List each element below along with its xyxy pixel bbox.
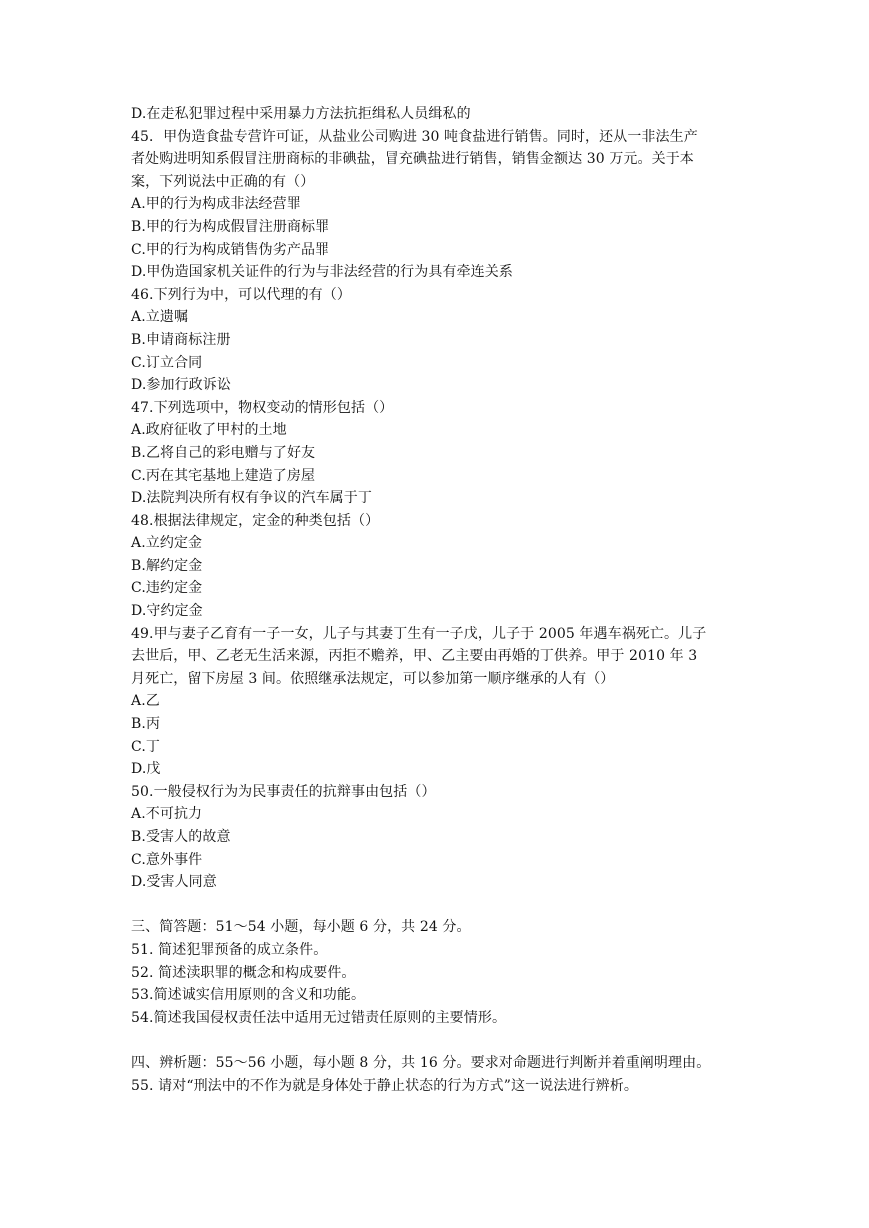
text-line: 案，下列说法中正确的有（） (131, 173, 315, 190)
text-line: B.甲的行为构成假冒注册商标罪 (131, 218, 330, 235)
text-line: 45．甲伪造食盐专营许可证，从盐业公司购进 30 吨食盐进行销售。同时，还从一非法生产 (131, 128, 698, 145)
text-line: D.戊 (131, 761, 161, 778)
text-line: 54.简述我国侵权责任法中适用无过错责任原则的主要情形。 (131, 1009, 507, 1026)
text-line: 四、辨析题：55～56 小题，每小题 8 分，共 16 分。要求对命题进行判断并着重阐明理由。 (131, 1054, 711, 1071)
text-line: C.违约定金 (131, 580, 203, 597)
text-line: 月死亡，留下房屋 3 间。依照继承法规定，可以参加第一顺序继承的人有（） (131, 670, 615, 687)
text-line: 53.简述诚实信用原则的含义和功能。 (131, 987, 366, 1004)
text-line: D.守约定金 (131, 603, 203, 620)
blank-line (131, 894, 751, 917)
blank-line (131, 1029, 751, 1052)
text-line: B.受害人的故意 (131, 829, 231, 845)
text-line: C.丁 (131, 738, 160, 755)
text-line: A.政府征收了甲村的土地 (131, 422, 287, 439)
text-line: A.不可抗力 (131, 806, 203, 823)
document-page (131, 103, 751, 1097)
text-line: B.丙 (131, 716, 161, 733)
text-line: 47.下列选项中，物权变动的情形包括（） (131, 399, 394, 416)
text-line: D.受害人同意 (131, 874, 217, 891)
text-line: D.法院判决所有权有争议的汽车属于丁 (131, 490, 372, 507)
text-line: D.甲伪造国家机关证件的行为与非法经营的行为具有牵连关系 (131, 264, 513, 281)
text-line: 52. 简述渎职罪的概念和构成要件。 (131, 964, 356, 981)
text-line: D.在走私犯罪过程中采用暴力方法抗拒缉私人员缉私的 (131, 106, 471, 122)
text-line: 46.下列行为中，可以代理的有（） (131, 286, 351, 303)
text-line: 50.一般侵权行为为民事责任的抗辩事由包括（） (131, 783, 436, 800)
text-line: B.乙将自己的彩电赠与了好友 (131, 444, 316, 461)
text-line: A.立遗嘱 (131, 309, 189, 326)
text-line: 55. 请对“刑法中的不作为就是身体处于静止状态的行为方式”这一说法进行辨析。 (131, 1077, 638, 1094)
text-line: C.甲的行为构成销售伪劣产品罪 (131, 241, 330, 258)
text-line: C.意外事件 (131, 851, 203, 868)
text-line: 去世后，甲、乙老无生活来源，丙拒不赡养，甲、乙主要由再婚的丁供养。甲于 2010 年 3 (131, 648, 698, 665)
text-line: A.甲的行为构成非法经营罪 (131, 196, 301, 213)
text-line: A.乙 (131, 693, 160, 710)
text-line: 三、简答题：51～54 小题，每小题 6 分，共 24 分。 (131, 919, 471, 936)
text-line: C.丙在其宅基地上建造了房屋 (131, 467, 316, 484)
text-line: 51. 简述犯罪预备的成立条件。 (131, 941, 328, 958)
text-line: C.订立合同 (131, 354, 203, 371)
text-line: A.立约定金 (131, 535, 203, 552)
text-line: B.申请商标注册 (131, 331, 231, 348)
text-line: 者处购进明知系假冒注册商标的非碘盐，冒充碘盐进行销售，销售金额达 30 万元。关于本 (131, 151, 694, 168)
text-line: 48.根据法律规定，定金的种类包括（） (131, 512, 380, 529)
text-line: B.解约定金 (131, 557, 203, 574)
text-line: D.参加行政诉讼 (131, 377, 231, 394)
text-line: 49.甲与妻子乙育有一子一女，儿子与其妻丁生有一子戊，儿子于 2005 年遇车祸死亡。儿子 (131, 625, 707, 642)
